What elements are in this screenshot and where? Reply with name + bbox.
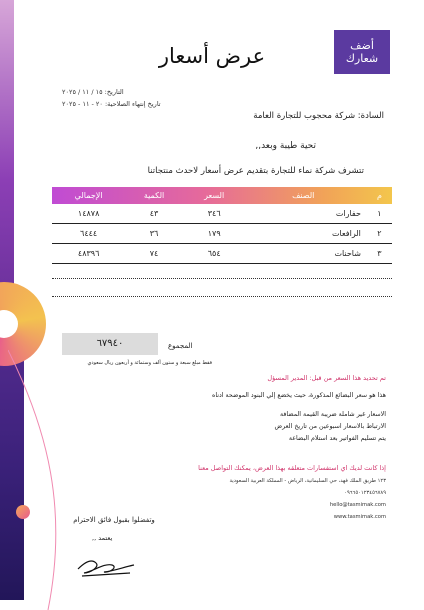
row-num: ٣ (367, 244, 392, 264)
signature-mark (74, 553, 138, 579)
row-item: حفارات (246, 204, 367, 224)
table-header-row (52, 187, 392, 204)
row-total: ٦٤٤٤ (52, 224, 125, 244)
row-qty: ٤٣ (125, 204, 183, 224)
total-in-words: فقط مبلغ سبعة و ستون ألف وستمائة و أربعون ريال سعودي (87, 360, 212, 366)
contact-title: إذا كانت لديك اي استفسارات متعلقه بهذا العرض، يمكنك التواصل معنا (198, 464, 386, 472)
expiry-date: تاريخ إنتهاء الصلاحية: ٢٠ - ١١ - ٢٠٢٥ (62, 100, 161, 108)
pricing-authority-note: تم تحديد هذا السعر من قبل: المدير المسؤل (267, 374, 386, 382)
row-total: ٤٨٣٩٦ (52, 244, 125, 264)
total-label: المجموع (168, 342, 193, 350)
price-note: هذا هو سعر البضائع المذكورة، حيث يخضع إلي البنود الموضحة ادناه (212, 392, 386, 399)
contact-website[interactable]: www.tasmimak.com (333, 514, 386, 520)
quotation-table (52, 187, 392, 264)
row-num: ٢ (367, 224, 392, 244)
closing-line: وتفضلوا بقبول فائق الاحترام (73, 516, 155, 524)
table-row (52, 224, 392, 244)
total-value: ٦٧٩٤٠ (62, 333, 158, 355)
contact-address: ١٢٣ طريق الملك فهد، حي السليمانية، الرياض - المملكة العربية السعودية (229, 478, 386, 484)
row-total: ١٤٨٧٨ (52, 204, 125, 224)
intro-text: تتشرف شركة نماء للتجارة بتقديم عرض أسعار لاحدث منتجاتنا (147, 166, 364, 176)
row-price: ٣٤٦ (183, 204, 246, 224)
header-num: م (376, 191, 382, 200)
row-num: ١ (367, 204, 392, 224)
contact-email[interactable]: hello@tasmimak.com (329, 502, 386, 508)
logo-line-2: شعارك (345, 52, 379, 65)
header-total: الإجمالي (74, 191, 103, 200)
document-title: عرض أسعار (158, 44, 266, 68)
header-qty: الكمية (143, 191, 165, 200)
term-item: الاسعار غير شاملة ضريبة القيمة المضافة (279, 411, 386, 418)
row-price: ١٧٩ (183, 224, 246, 244)
term-item: يتم تسليم الفواتير بعد استلام البضاعة (288, 435, 386, 442)
logo-line-1: أضف (350, 39, 374, 52)
header-price: السعر (204, 191, 225, 200)
dotted-divider (52, 296, 392, 297)
issue-date: التاريخ: ١٥ / ١١ / ٢٠٢٥ (62, 88, 124, 96)
greeting: تحية طيبة وبعد,, (255, 141, 316, 151)
terms-list (275, 409, 386, 445)
decorative-dot (16, 505, 30, 519)
dotted-divider (52, 278, 392, 279)
contact-phone: ٠٩٦٦٥٠١٢٣٤٥٦٧٨٩ (344, 490, 386, 496)
header-item: الصنف (292, 191, 315, 200)
row-qty: ٧٤ (125, 244, 183, 264)
row-item: الرافعات (246, 224, 367, 244)
addressee: السادة: شركة محجوب للتجارة العامة (253, 111, 384, 121)
row-qty: ٣٦ (125, 224, 183, 244)
term-item: الارتباط بالاسعار اسبوعين من تاريخ العرض (274, 423, 386, 430)
approval-label: يعتمد ,, (92, 534, 113, 542)
table-row (52, 244, 392, 264)
row-item: شاحنات (246, 244, 367, 264)
table-row (52, 204, 392, 224)
row-price: ٦٥٤ (183, 244, 246, 264)
